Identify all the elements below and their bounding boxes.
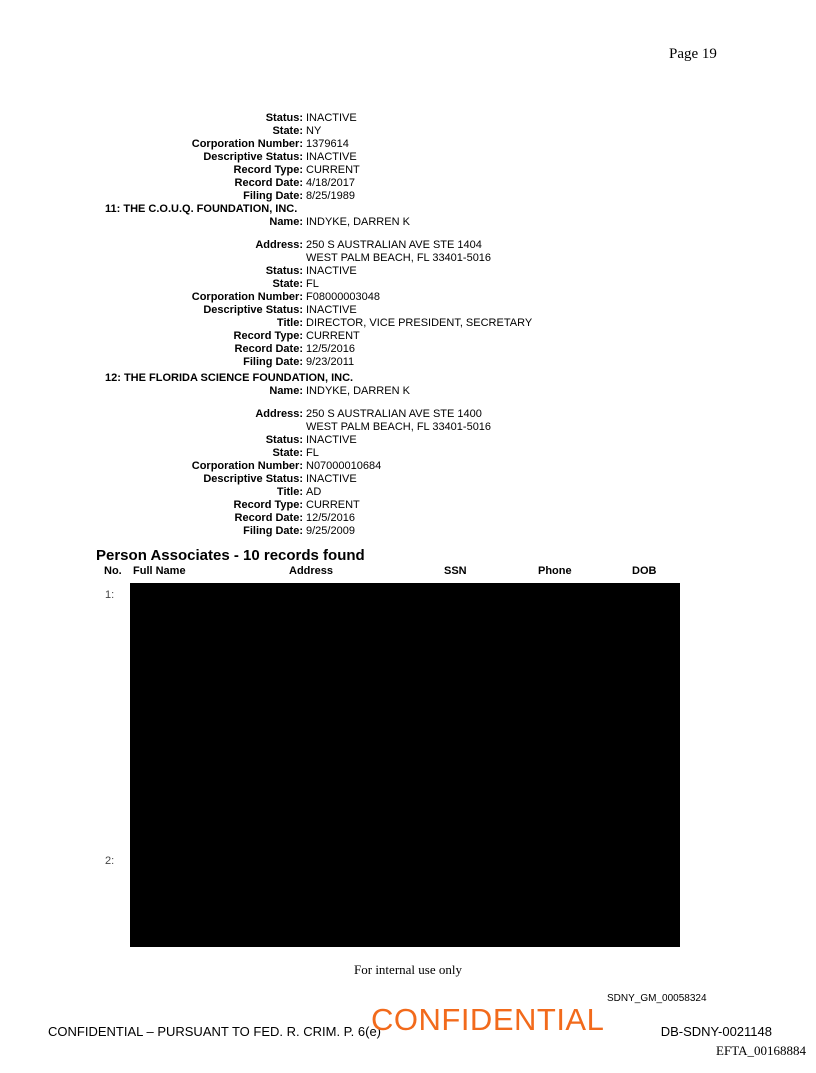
name-value: INDYKE, DARREN K <box>306 216 410 228</box>
address-line-2: WEST PALM BEACH, FL 33401-5016 <box>306 421 492 433</box>
record-header: 11: THE C.O.U.Q. FOUNDATION, INC. <box>105 203 298 215</box>
record-type-label: Record Type: <box>233 330 303 342</box>
record-type-value: CURRENT <box>306 330 360 342</box>
address-label: Address: <box>255 239 303 251</box>
bates-number-sdny-gm: SDNY_GM_00058324 <box>607 993 707 1004</box>
record-date-label: Record Date: <box>234 512 303 524</box>
filing-date-label: Filing Date: <box>243 190 303 202</box>
title-label: Title: <box>276 317 303 329</box>
filing-date-label: Filing Date: <box>243 525 303 537</box>
col-full-name: Full Name <box>133 565 186 577</box>
page-number: Page 19 <box>669 46 717 62</box>
redaction-block <box>130 583 680 947</box>
state-label: State: <box>272 278 303 290</box>
name-label: Name: <box>269 216 303 228</box>
descriptive-status-label: Descriptive Status: <box>203 151 303 163</box>
corporation-number-value: F08000003048 <box>306 291 381 303</box>
title-label: Title: <box>276 486 303 498</box>
descriptive-status-label: Descriptive Status: <box>203 304 303 316</box>
state-label: State: <box>272 125 303 137</box>
associates-section-title: Person Associates - 10 records found <box>96 547 365 564</box>
record-type-label: Record Type: <box>233 499 303 511</box>
record-header: 12: THE FLORIDA SCIENCE FOUNDATION, INC. <box>105 372 354 384</box>
corporation-number-value: 1379614 <box>306 138 349 150</box>
record-date-value: 4/18/2017 <box>306 177 355 189</box>
status-label: Status: <box>265 434 303 446</box>
record-date-label: Record Date: <box>234 343 303 355</box>
confidentiality-notice: CONFIDENTIAL – PURSUANT TO FED. R. CRIM. P. 6(e) <box>48 1024 382 1039</box>
status-value: INACTIVE <box>306 112 357 124</box>
col-phone: Phone <box>538 565 572 577</box>
name-value: INDYKE, DARREN K <box>306 385 410 397</box>
record-type-value: CURRENT <box>306 499 360 511</box>
title-value: AD <box>306 486 322 498</box>
record-date-label: Record Date: <box>234 177 303 189</box>
title-value: DIRECTOR, VICE PRESIDENT, SECRETARY <box>306 317 533 329</box>
record-type-value: CURRENT <box>306 164 360 176</box>
address-line-2: WEST PALM BEACH, FL 33401-5016 <box>306 252 492 264</box>
corporation-number-label: Corporation Number: <box>191 460 303 472</box>
record-type-label: Record Type: <box>233 164 303 176</box>
col-address: Address <box>289 565 334 577</box>
state-label: State: <box>272 447 303 459</box>
internal-use-notice: For internal use only <box>354 962 462 977</box>
status-label: Status: <box>265 265 303 277</box>
efta-number: EFTA_00168884 <box>716 1043 806 1058</box>
confidential-stamp: CONFIDENTIAL <box>371 1002 605 1037</box>
corporation-number-value: N07000010684 <box>306 460 382 472</box>
col-ssn: SSN <box>444 565 467 577</box>
address-line-1: 250 S AUSTRALIAN AVE STE 1400 <box>306 408 482 420</box>
associate-row-index: 2: <box>105 855 115 867</box>
name-label: Name: <box>269 385 303 397</box>
descriptive-status-label: Descriptive Status: <box>203 473 303 485</box>
descriptive-status-value: INACTIVE <box>306 304 357 316</box>
address-label: Address: <box>255 408 303 420</box>
bates-number-db: DB-SDNY-0021148 <box>660 1024 772 1039</box>
filing-date-value: 8/25/1989 <box>306 190 355 202</box>
status-value: INACTIVE <box>306 434 357 446</box>
corporation-number-label: Corporation Number: <box>191 291 303 303</box>
state-value: FL <box>306 447 319 459</box>
corporation-number-label: Corporation Number: <box>191 138 303 150</box>
state-value: FL <box>306 278 319 290</box>
col-dob: DOB <box>632 565 657 577</box>
filing-date-label: Filing Date: <box>243 356 303 368</box>
record-date-value: 12/5/2016 <box>306 343 355 355</box>
filing-date-value: 9/25/2009 <box>306 525 355 537</box>
col-no: No. <box>104 565 122 577</box>
state-value: NY <box>306 125 322 137</box>
associate-row-index: 1: <box>105 589 115 601</box>
record-date-value: 12/5/2016 <box>306 512 355 524</box>
descriptive-status-value: INACTIVE <box>306 151 357 163</box>
filing-date-value: 9/23/2011 <box>306 356 355 368</box>
descriptive-status-value: INACTIVE <box>306 473 357 485</box>
address-line-1: 250 S AUSTRALIAN AVE STE 1404 <box>306 239 482 251</box>
status-label: Status: <box>265 112 303 124</box>
status-value: INACTIVE <box>306 265 357 277</box>
